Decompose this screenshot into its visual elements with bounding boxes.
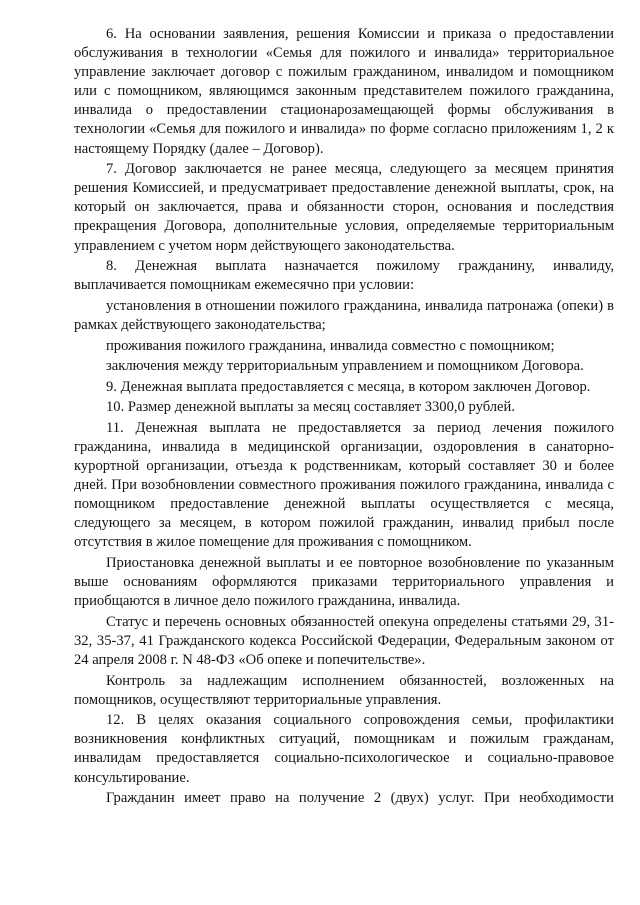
condition-contract: заключения между территориальным управлением и помощником Договора.	[106, 358, 584, 375]
paragraph-11: 11. Денежная выплата не предоставляется за период лечения пожилого гражданина, инвалида в медицинской организации, оздоровления в санаторно-курортной организации, отъезда к родственникам, который составляет 30 и более дней. При возобновлении совместного проживания пожилого гражданина, инвалида с помощником предоставление денежной выплаты осуществляется с месяца, следующего за месяцем, в котором пожилой гражданин, инвалид прибыл после отсутствия в жилое помещение для проживания с помощником.	[74, 419, 614, 551]
paragraph-12: 12. В целях оказания социального сопровождения семьи, профилактики возникновения конфликтных ситуаций, помощникам и пожилым гражданам, инвалидам предоставляется социально-психологическое и социально-правовое консультирование.	[74, 712, 614, 786]
paragraph-6: 6. На основании заявления, решения Комиссии и приказа о предоставлении обслуживания в технологии «Семья для пожилого и инвалида» территориальное управление заключает договор с пожилым гражданином, инвалидом и помощником или с помощником, являющимся законным представителем пожилого гражданина, инвалида о предоставлении стационарозамещающей формы обслуживания в технологии «Семья для пожилого и инвалида» по форме согласно приложениям 1, 2 к настоящему Порядку (далее – Договор).	[74, 26, 614, 157]
document-body	[74, 25, 614, 810]
condition-cohabitation: проживания пожилого гражданина, инвалида совместно с помощником;	[106, 337, 555, 354]
paragraph-control: Контроль за надлежащим исполнением обязанностей, возложенных на помощников, осуществляют территориальные управления.	[74, 672, 614, 708]
paragraph-9: 9. Денежная выплата предоставляется с месяца, в котором заключен Договор.	[106, 378, 591, 395]
paragraph-8: 8. Денежная выплата назначается пожилому гражданину, инвалиду, выплачивается помощникам ежемесячно при условии:	[74, 258, 614, 294]
paragraph-guardian-status: Статус и перечень основных обязанностей опекуна определены статьями 29, 31-32, 35-37, 41 Гражданского кодекса Российской Федерации, Федеральным законом от 24 апреля 2008 г. N 48-ФЗ «Об опеке и попечительстве».	[74, 613, 614, 668]
paragraph-10: 10. Размер денежной выплаты за месяц составляет 3300,0 рублей.	[106, 399, 515, 416]
paragraph-services: Гражданин имеет право на получение 2 (двух) услуг. При необходимости	[106, 790, 614, 807]
paragraph-7: 7. Договор заключается не ранее месяца, следующего за месяцем принятия решения Комиссией, и предусматривает предоставление денежной выплаты, срок, на который он заключается, права и обязанности сторон, основания и последствия прекращения Договора, дополнительные условия, определяемые территориальным управлением с учетом норм действующего законодательства.	[74, 161, 614, 254]
paragraph-suspension: Приостановка денежной выплаты и ее повторное возобновление по указанным выше основаниям оформляются приказами территориального управления и приобщаются в личное дело пожилого гражданина, инвалида.	[74, 555, 614, 610]
condition-guardianship: установления в отношении пожилого гражданина, инвалида патронажа (опеки) в рамках действующего законодательства;	[74, 297, 614, 333]
